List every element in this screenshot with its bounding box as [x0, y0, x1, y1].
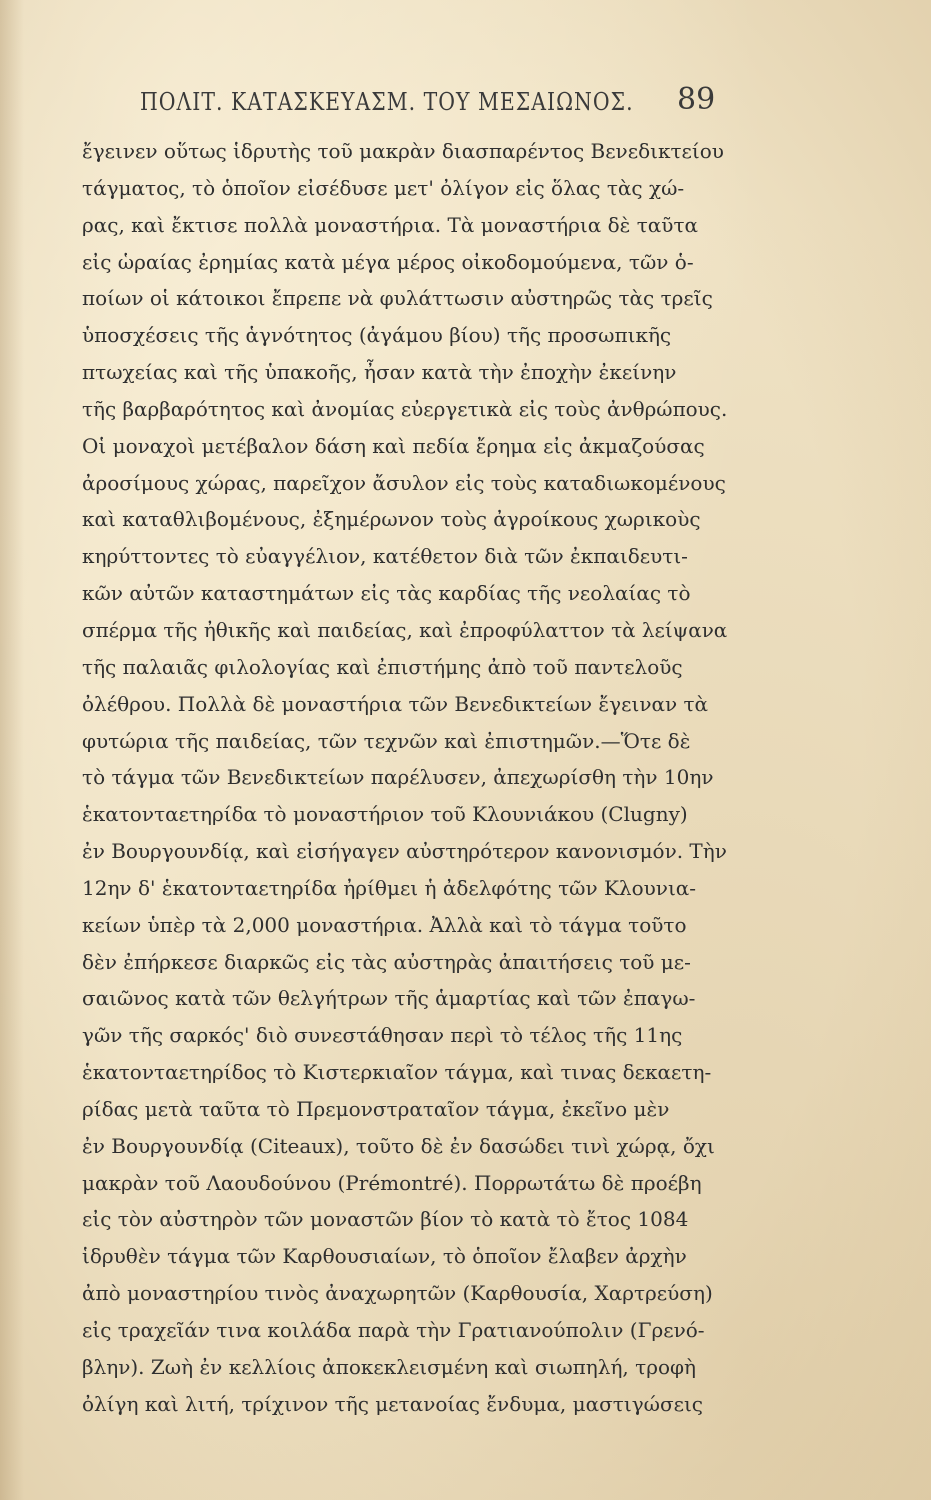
text-line: ρίδας μετὰ ταῦτα τὸ Πρεμονστραταῖον τάγμα, ἐκεῖνο μὲν: [82, 1096, 670, 1121]
text-line: ἀροσίμους χώρας, παρεῖχον ἄσυλον εἰς τοὺς καταδιωκομένους: [82, 470, 726, 495]
text-line: πτωχείας καὶ τῆς ὑπακοῆς, ἦσαν κατὰ τὴν ἐποχὴν ἐκείνην: [82, 360, 677, 385]
text-line: κῶν αὐτῶν καταστημάτων εἰς τὰς καρδίας τῆς νεολαίας τὸ: [82, 581, 691, 606]
text-line: εἰς τραχεῖάν τινα κοιλάδα παρὰ τὴν Γρατιανούπολιν (Γρενό-: [82, 1318, 705, 1342]
page-edge-shadow: [0, 0, 24, 1500]
text-line: ἑκατονταετηρίδος τὸ Κιστερκιαῖον τάγμα, καὶ τινας δεκαετη-: [82, 1060, 712, 1085]
text-line: ἑκατονταετηρίδα τὸ μοναστήριον τοῦ Κλουνιάκου (Clugny): [82, 802, 688, 827]
text-line: μακρὰν τοῦ Λαουδούνου (Prémontré). Πορρωτάτω δὲ προέβη: [82, 1170, 702, 1195]
text-line: ὀλέθρου. Πολλὰ δὲ μοναστήρια τῶν Βενεδικτείων ἔγειναν τὰ: [82, 691, 709, 716]
running-title: ΠΟΛΙΤ. ΚΑΤΑΣΚΕΥΑΣΜ. ΤΟΥ ΜΕΣΑΙΩΝΟΣ.: [140, 88, 634, 116]
text-line: τῆς βαρβαρότητος καὶ ἀνομίας εὐεργετικὰ εἰς τοὺς ἀνθρώπους.: [82, 396, 728, 421]
text-line: ὀλίγη καὶ λιτή, τρίχινον τῆς μετανοίας ἔνδυμα, μαστιγώσεις: [82, 1391, 704, 1416]
text-line: σαιῶνος κατὰ τῶν θελγήτρων τῆς ἁμαρτίας καὶ τῶν ἐπαγω-: [82, 986, 696, 1011]
text-line: ἱδρυθὲν τάγμα τῶν Καρθουσιαίων, τὸ ὁποῖον ἔλαβεν ἀρχὴν: [82, 1244, 687, 1269]
page-number: 89: [677, 82, 716, 117]
text-line: ἔγεινεν οὕτως ἱδρυτὴς τοῦ μακρὰν διασπαρέντος Βενεδικτείου: [82, 139, 724, 163]
text-line: ἐν Βουργουνδίᾳ, καὶ εἰσήγαγεν αὐστηρότερον κανονισμόν. Τὴν: [82, 839, 727, 864]
text-line: τάγματος, τὸ ὁποῖον εἰσέδυσε μετ' ὀλίγον εἰς ὅλας τὰς χώ-: [82, 175, 685, 200]
text-line: κηρύττοντες τὸ εὐαγγέλιον, κατέθετον διὰ τῶν ἐκπαιδευτι-: [82, 544, 688, 569]
text-line: τῆς παλαιᾶς φιλολογίας καὶ ἐπιστήμης ἀπὸ τοῦ παντελοῦς: [82, 654, 683, 679]
text-line: φυτώρια τῆς παιδείας, τῶν τεχνῶν καὶ ἐπιστημῶν.—Ὅτε δὲ: [82, 728, 691, 753]
text-line: εἰς τὸν αὐστηρὸν τῶν μοναστῶν βίον τὸ κατὰ τὸ ἔτος 1084: [82, 1207, 689, 1232]
running-head: [110, 80, 716, 120]
text-line: εἰς ὡραίας ἐρημίας κατὰ μέγα μέρος οἰκοδομούμενα, τῶν ὁ-: [82, 249, 694, 274]
text-line: ἀπὸ μοναστηρίου τινὸς ἀναχωρητῶν (Καρθουσία, Χαρτρεύση): [82, 1281, 713, 1306]
text-line: ὑποσχέσεις τῆς ἁγνότητος (ἀγάμου βίου) τῆς προσωπικῆς: [82, 323, 672, 348]
text-line: ἐν Βουργουνδίᾳ (Citeaux), τοῦτο δὲ ἐν δασώδει τινὶ χώρᾳ, ὄχι: [82, 1133, 715, 1158]
text-line: κείων ὑπὲρ τὰ 2,000 μοναστήρια. Ἀλλὰ καὶ τὸ τάγμα τοῦτο: [82, 912, 687, 937]
text-line: ποίων οἱ κάτοικοι ἔπρεπε νὰ φυλάττωσιν αὐστηρῶς τὰς τρεῖς: [82, 286, 713, 311]
text-line: καὶ καταθλιβομένους, ἐξημέρωνον τοὺς ἀγροίκους χωρικοὺς: [82, 507, 701, 532]
text-line: τὸ τάγμα τῶν Βενεδικτείων παρέλυσεν, ἀπεχωρίσθη τὴν 10ην: [82, 765, 714, 790]
text-line: βλην). Ζωὴ ἐν κελλίοις ἀποκεκλεισμένη καὶ σιωπηλή, τροφὴ: [82, 1354, 696, 1379]
text-line: σπέρμα τῆς ἠθικῆς καὶ παιδείας, καὶ ἐπροφύλαττον τὰ λείψανα: [82, 617, 728, 642]
text-line: 12ην δ' ἑκατονταετηρίδα ἠρίθμει ἡ ἀδελφότης τῶν Κλουνια-: [82, 875, 697, 900]
text-line: δὲν ἐπήρκεσε διαρκῶς εἰς τὰς αὐστηρὰς ἀπαιτήσεις τοῦ με-: [82, 949, 691, 974]
text-line: γῶν τῆς σαρκός' διὸ συνεστάθησαν περὶ τὸ τέλος τῆς 11ης: [82, 1023, 683, 1048]
body-text: [82, 133, 727, 1423]
text-line: ρας, καὶ ἔκτισε πολλὰ μοναστήρια. Τὰ μοναστήρια δὲ ταῦτα: [82, 212, 699, 237]
text-line: Οἱ μοναχοὶ μετέβαλον δάση καὶ πεδία ἔρημα εἰς ἀκμαζούσας: [82, 433, 705, 458]
